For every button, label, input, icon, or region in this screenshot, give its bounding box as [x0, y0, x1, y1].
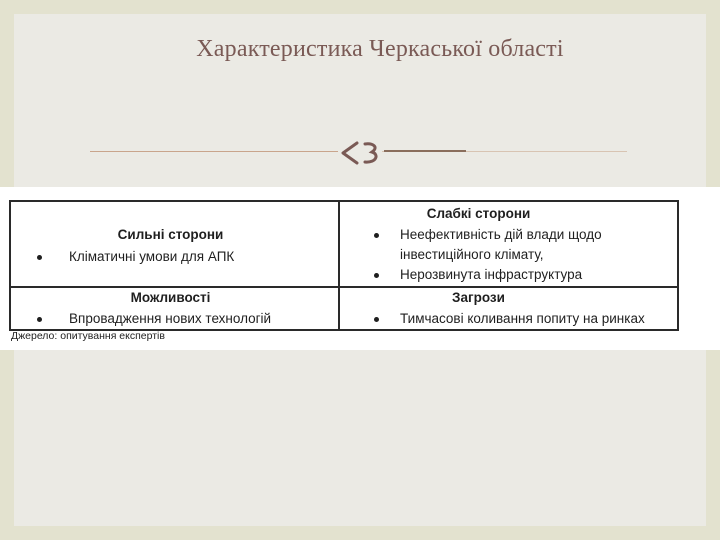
weaknesses-cell: [339, 201, 678, 287]
opportunities-heading: Можливості: [130, 290, 211, 305]
bullet-icon: [374, 317, 379, 322]
threats-cell: [339, 287, 678, 330]
strengths-heading: Сильні сторони: [117, 227, 224, 242]
slide-title: Характеристика Черкаської області: [196, 36, 564, 62]
bullet-icon: [374, 273, 379, 278]
bullet-icon: [37, 255, 42, 260]
bullet-icon: [37, 317, 42, 322]
list-item: Неефективність дій влади щодо інвестиційного клімату,: [340, 225, 677, 265]
divider-line-left: [90, 151, 338, 152]
list-item: Кліматичні умови для АПК: [11, 247, 338, 267]
threats-heading: Загрози: [452, 290, 505, 305]
source-note: Джерело: опитування експертів: [11, 330, 165, 342]
list-item: Нерозвинута інфраструктура: [340, 265, 677, 285]
weaknesses-heading: Слабкі сторони: [426, 206, 531, 221]
divider-line-accent: [384, 150, 466, 152]
swot-table: [9, 200, 679, 331]
list-item: Тимчасові коливання попиту на ринках: [340, 309, 677, 329]
list-item: Впровадження нових технологій: [11, 309, 338, 329]
bullet-icon: [374, 233, 379, 238]
scroll-ornament-icon: [339, 138, 383, 168]
